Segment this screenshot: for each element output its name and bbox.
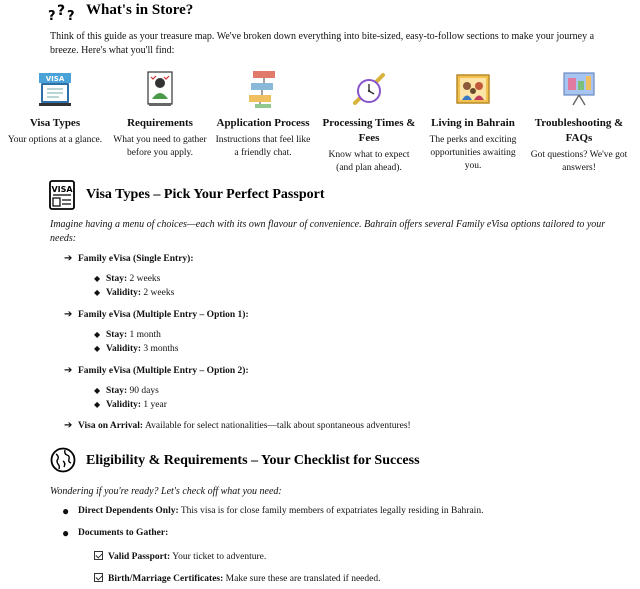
diamond-bullet-icon: ◆ xyxy=(94,274,101,283)
card-troubleshooting-faqs[interactable] xyxy=(527,68,631,175)
card-application-process[interactable] xyxy=(213,68,313,160)
visa-intro: Imagine having a menu of choices—each with its own flavour of convenience. Bahrain offers several Family eVisa options tailored to your needs: xyxy=(50,219,606,244)
section-title-visa-types: Visa Types – Pick Your Perfect Passport xyxy=(86,187,325,202)
visa-option-1-validity: ◆ Validity: 2 weeks xyxy=(94,288,175,298)
section-title-store: What's in Store? xyxy=(86,2,194,18)
card-desc: Got questions? We've got answers! xyxy=(530,150,628,173)
visa-on-arrival: ➔ Visa on Arrival: Available for select nationalities—talk about spontaneous adventures! xyxy=(64,420,411,431)
svg-text:?: ? xyxy=(67,9,75,22)
visa-option-3: ➔ Family eVisa (Multiple Entry – Option 2): xyxy=(64,365,249,376)
direct-dependents-item: ● Direct Dependents Only: This visa is for close family members of expatriates legally residing in Bahrain. xyxy=(62,504,484,518)
card-desc: Know what to expect (and plan ahead). xyxy=(328,150,410,173)
card-desc: Instructions that feel like a friendly chat. xyxy=(215,135,311,158)
family-photo-icon xyxy=(423,68,523,110)
arrow-right-icon: ➔ xyxy=(64,253,73,264)
presentation-board-icon xyxy=(527,68,631,110)
visa-option-2-stay: ◆ Stay: 1 month xyxy=(94,330,161,340)
checkbox-checked-icon xyxy=(94,573,103,582)
visa-document-icon xyxy=(48,180,76,210)
arrow-right-icon: ➔ xyxy=(64,420,73,431)
card-desc: Your options at a glance. xyxy=(7,135,103,145)
documents-item: ● Documents to Gather: xyxy=(62,526,169,540)
visa-card-icon xyxy=(5,68,105,110)
card-processing-times[interactable] xyxy=(319,68,419,175)
card-visa-types[interactable] xyxy=(5,68,105,147)
question-marks-icon xyxy=(48,0,78,22)
card-desc: The perks and exciting opportunities awaiting you. xyxy=(429,135,517,171)
section-title-eligibility: Eligibility & Requirements – Your Checklist for Success xyxy=(86,453,420,468)
checkbox-checked-icon xyxy=(94,551,103,560)
card-living-in-bahrain[interactable] xyxy=(423,68,523,173)
diamond-bullet-icon: ◆ xyxy=(94,288,101,297)
card-title: Requirements xyxy=(127,117,193,129)
diamond-bullet-icon: ◆ xyxy=(94,344,101,353)
diamond-bullet-icon: ◆ xyxy=(94,330,101,339)
svg-text:?: ? xyxy=(57,3,66,19)
checklist-person-icon xyxy=(110,68,210,110)
card-title: Application Process xyxy=(216,117,310,129)
arrow-right-icon: ➔ xyxy=(64,365,73,376)
card-title: Visa Types xyxy=(29,117,81,129)
diamond-bullet-icon: ◆ xyxy=(94,400,101,409)
visa-option-2: ➔ Family eVisa (Multiple Entry – Option 1): xyxy=(64,309,249,320)
svg-text:VISA: VISA xyxy=(45,75,65,83)
card-requirements[interactable] xyxy=(110,68,210,160)
svg-text:VISA: VISA xyxy=(51,185,73,194)
arrow-right-icon: ➔ xyxy=(64,309,73,320)
clock-icon xyxy=(319,68,419,110)
svg-text:?: ? xyxy=(48,9,56,22)
checklist-certificates: Birth/Marriage Certificates: Make sure these are translated if needed. xyxy=(94,572,381,584)
globe-icon xyxy=(50,447,76,473)
diamond-bullet-icon: ◆ xyxy=(94,386,101,395)
visa-option-1-stay: ◆ Stay: 2 weeks xyxy=(94,274,161,284)
visa-option-2-validity: ◆ Validity: 3 months xyxy=(94,344,179,354)
card-desc: What you need to gather before you apply. xyxy=(113,135,207,158)
eligibility-intro: Wondering if you're ready? Let's check off what you need: xyxy=(50,486,282,497)
visa-option-3-validity: ◆ Validity: 1 year xyxy=(94,400,167,410)
card-title: Processing Times & Fees xyxy=(322,117,416,144)
visa-option-3-stay: ◆ Stay: 90 days xyxy=(94,386,159,396)
flowchart-icon xyxy=(213,68,313,110)
checklist-passport: Valid Passport: Your ticket to adventure. xyxy=(94,550,266,562)
bullet-dot-icon: ● xyxy=(62,526,70,540)
card-title: Living in Bahrain xyxy=(431,117,515,129)
bullet-dot-icon: ● xyxy=(62,504,70,518)
visa-option-1: ➔ Family eVisa (Single Entry): xyxy=(64,253,194,264)
store-intro: Think of this guide as your treasure map. We've broken down everything into bite-sized, easy-to-follow sections to make your journey a breeze. Here's what you'll find: xyxy=(50,31,595,56)
card-title: Troubleshooting & FAQs xyxy=(534,117,624,144)
